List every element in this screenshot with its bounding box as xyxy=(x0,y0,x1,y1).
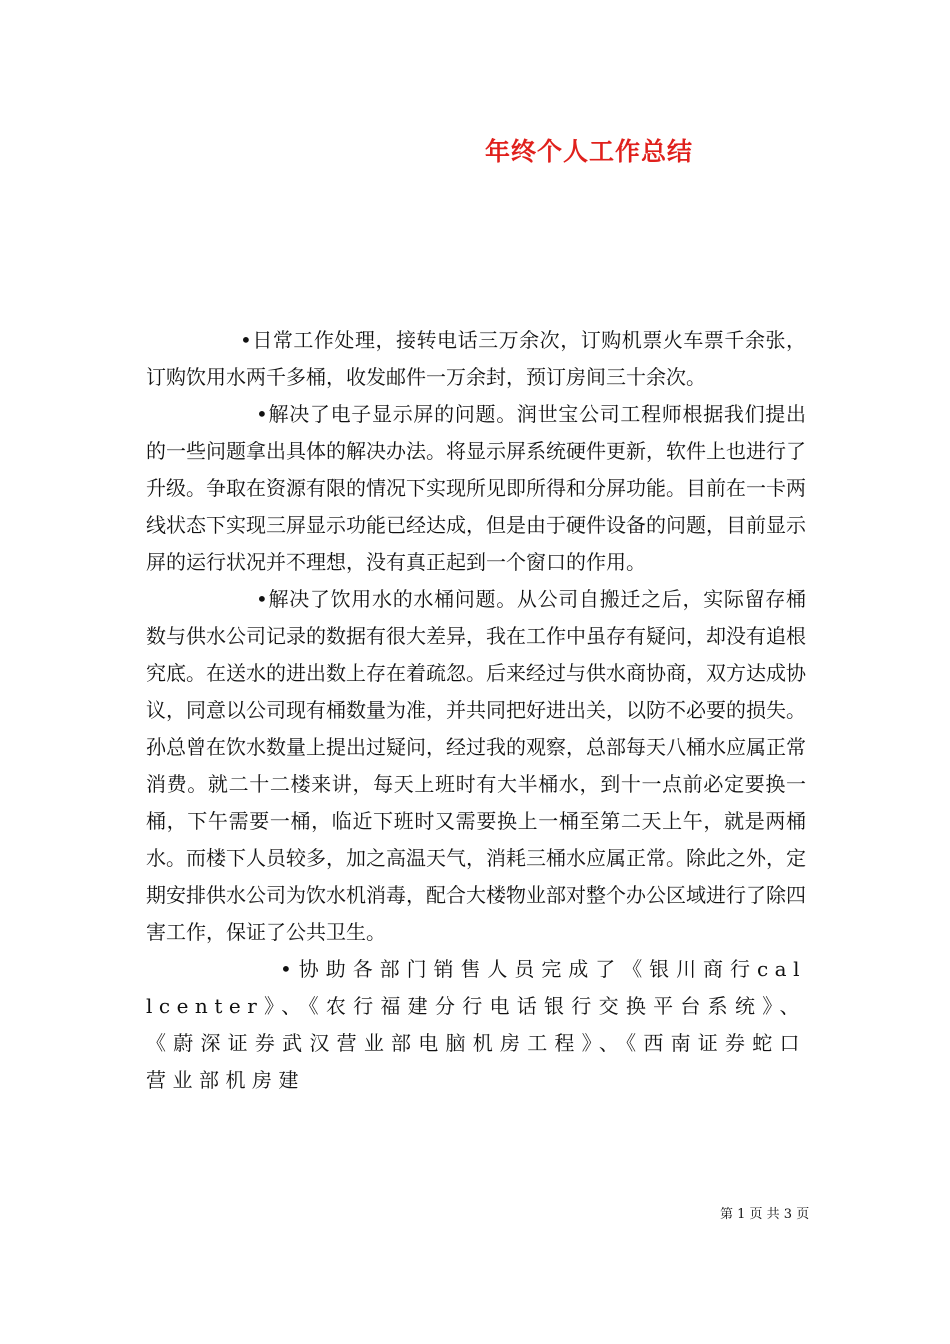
document-body xyxy=(146,322,806,1099)
paragraph-daily-work: •日常工作处理，接转电话三万余次，订购机票火车票千余张，订购饮用水两千多桶，收发邮件一万余封，预订房间三十余次。 xyxy=(146,328,806,389)
document-title: 年终个人工作总结 xyxy=(484,137,693,166)
page-number: 第 1 页 共 3 页 xyxy=(720,1207,810,1222)
paragraph-sales-support: •协助各部门销售人员完成了《银川商行callcenter》、《农行福建分行电话银行交换平台系统》、《蔚深证券武汉营业部电脑机房工程》、《西南证券蛇口营业部机房建 xyxy=(146,957,806,1092)
paragraph-water-buckets: •解决了饮用水的水桶问题。从公司自搬迁之后，实际留存桶数与供水公司记录的数据有很大差异，我在工作中虽存有疑问，却没有追根究底。在送水的进出数上存在着疏忽。后来经过与供水商协商，双方达成协议，同意以公司现有桶数量为准，并共同把好进出关，以防不必要的损失。孙总曾在饮水数量上提出过疑问，经过我的观察，总部每天八桶水应属正常消费。就二十二楼来讲，每天上班时有大半桶水，到十一点前必定要换一桶，下午需要一桶，临近下班时又需要换上一桶至第二天上午，就是两桶水。而楼下人员较多，加之高温天气，消耗三桶水应属正常。除此之外，定期安排供水公司为饮水机消毒，配合大楼物业部对整个办公区域进行了除四害工作，保证了公共卫生。 xyxy=(146,587,806,944)
paragraph-display-screen: •解决了电子显示屏的问题。润世宝公司工程师根据我们提出的一些问题拿出具体的解决办法。将显示屏系统硬件更新，软件上也进行了升级。争取在资源有限的情况下实现所见即所得和分屏功能。目前在一卡两线状态下实现三屏显示功能已经达成，但是由于硬件设备的问题，目前显示屏的运行状况并不理想，没有真正起到一个窗口的作用。 xyxy=(146,402,806,574)
